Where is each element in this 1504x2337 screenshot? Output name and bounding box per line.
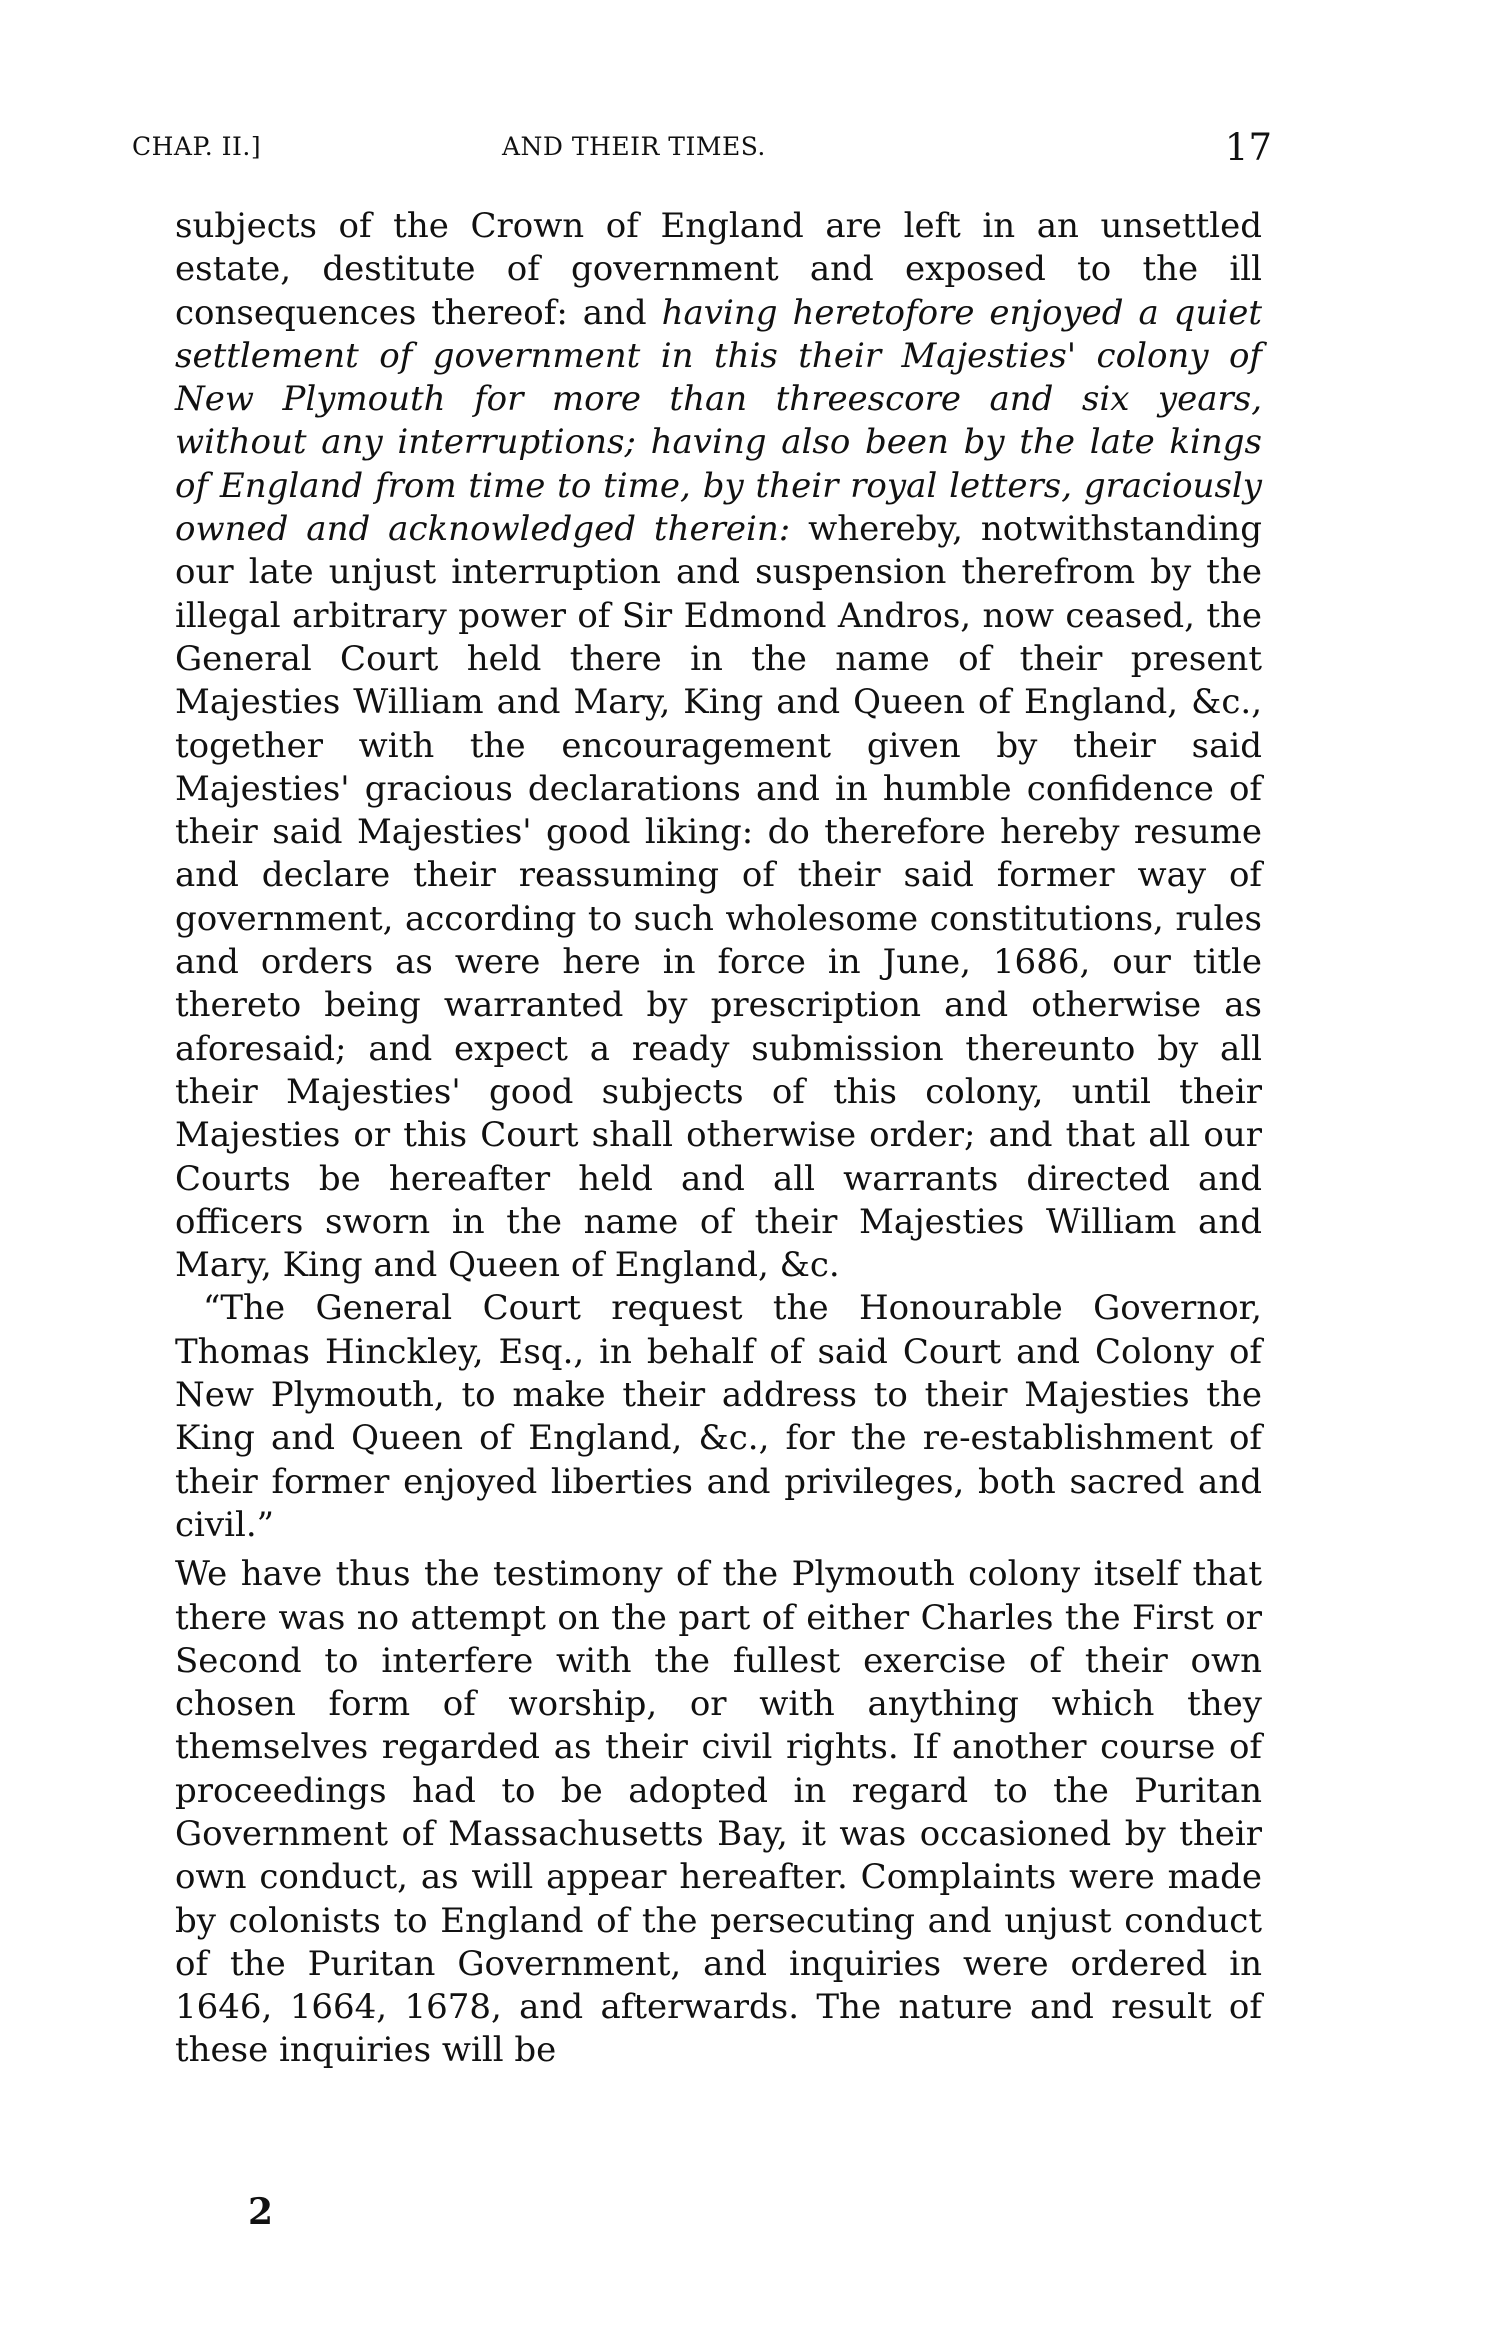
paragraph-1-end: whereby, notwithstanding our late unjust interruption and suspension therefrom by the illegal arbitrary power of Sir Edmond Andros, now ceased, the General Court held there in the name of their present Majesties William and Mary, King and Queen of England, &c., together with the encouragement given by their said Majesties' gracious declarations and in humble confidence of their said Majesties' good liking: do therefore hereby resume and declare their reassuming of their said former way of government, according to such wholesome constitutions, rules and orders as were here in force in June, 1686, our title thereto being warranted by prescription and otherwise as aforesaid; and expect a ready submission thereunto by all their Majesties' good subjects of this colony, until their Majesties or this Court shall otherwise order; and that all our Courts be hereafter held and all warrants directed and officers sworn in the name of their Majesties William and Mary, King and Queen of England, &c.: [175, 509, 1262, 1286]
paragraph-1: [175, 205, 1262, 1287]
chapter-label: CHAP. II.]: [132, 132, 262, 161]
paragraph-1-start: subjects of the Crown of England are left in an unsettled estate, destitute of government and exposed to the ill consequences thereof: and: [175, 206, 1262, 333]
page-number: 17: [1224, 126, 1272, 169]
running-title: AND THEIR TIMES.: [502, 132, 766, 161]
paragraph-3: We have thus the testimony of the Plymouth colony itself that there was no attempt on the part of either Charles the First or Second to interfere with the fullest exercise of their own chosen form of worship, or with anything which they themselves regarded as their civil rights. If another course of proceedings had to be adopted in regard to the Puritan Government of Massachusetts Bay, it was occasioned by their own conduct, as will appear hereafter. Complaints were made by colonists to England of the persecuting and unjust conduct of the Puritan Government, and inquiries were ordered in 1646, 1664, 1678, and afterwards. The nature and result of these inquiries will be: [175, 1554, 1262, 2071]
main-text: [175, 205, 1262, 2073]
running-header: [132, 126, 1272, 172]
paragraph-2: “The General Court request the Honourable Governor, Thomas Hinckley, Esq., in behalf of said Court and Colony of New Plymouth, to make their address to their Majesties the King and Queen of England, &c., for the re-establishment of their former enjoyed liberties and privileges, both sacred and civil.”: [175, 1288, 1262, 1545]
paragraph-1-italic: having heretofore enjoyed a quiet settlement of government in this their Majesties' colony of New Plymouth for more than threescore and six years, without any interruptions; having also been by the late kings of England from time to time, by their royal letters, graciously owned and acknowledged therein:: [175, 292, 1262, 550]
signature-mark: 2: [248, 2191, 274, 2233]
